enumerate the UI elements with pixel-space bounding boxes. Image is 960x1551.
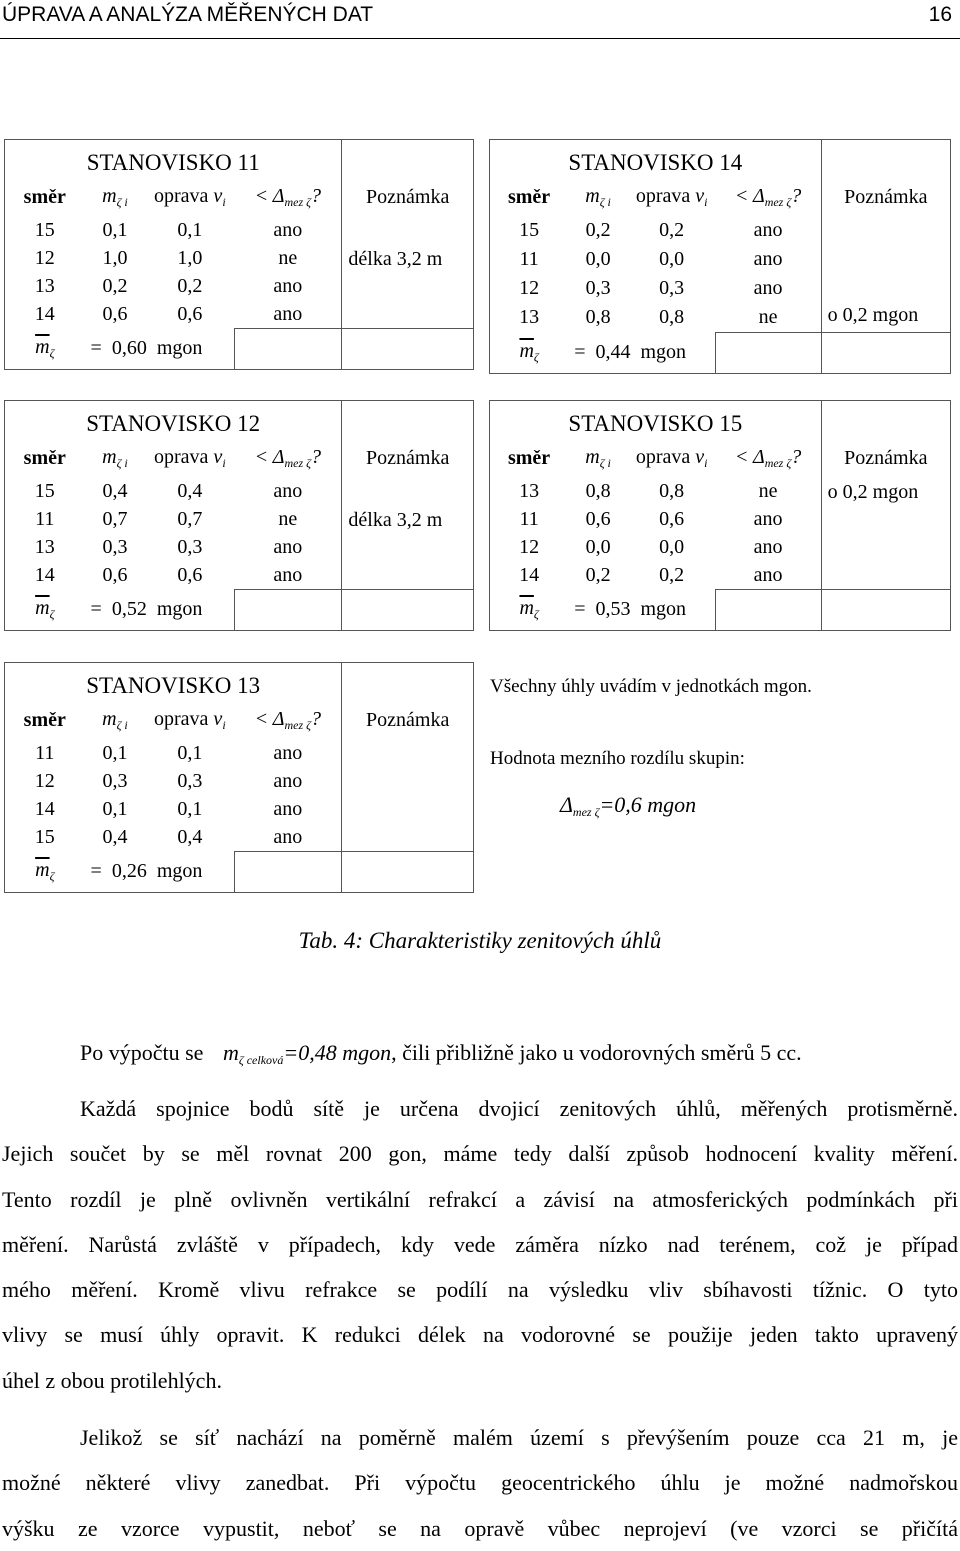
- formula-delta: Δ: [560, 792, 573, 817]
- result-m: m: [222, 1040, 239, 1065]
- formula-sub: mez ζ: [572, 805, 600, 819]
- col-test-sub: mez ζ: [284, 717, 312, 732]
- cell-v: 0,4: [177, 825, 203, 848]
- mean-symbol: $\overline{m}$: [35, 597, 50, 620]
- col-smer: směr: [23, 185, 66, 208]
- cell-v: 0,8: [659, 479, 685, 502]
- cell-m: 0,3: [102, 535, 128, 558]
- cell-ok: ne: [278, 246, 298, 269]
- table-row: [5, 477, 473, 505]
- cell-smer: 11: [519, 507, 539, 530]
- cell-smer: 11: [519, 247, 539, 270]
- cell-smer: 14: [34, 797, 55, 820]
- col-oprava: oprava: [635, 445, 691, 468]
- table-row: [5, 216, 473, 244]
- col-poznamka: Poznámka: [342, 701, 473, 739]
- cell-smer: 15: [34, 218, 55, 241]
- paragraph-line: úhel z obou protilehlých.: [2, 1367, 222, 1393]
- cell-m: 1,0: [102, 246, 128, 269]
- col-test: < Δ: [734, 445, 765, 468]
- paragraph-line: výšku ze vzorce vypustit, neboť se na opravě vůbec neprojeví (ve vzorci se přičítá: [2, 1515, 958, 1541]
- col-v-sub: i: [704, 194, 708, 209]
- mean-row: [5, 329, 473, 370]
- mean-sub: ζ: [49, 346, 55, 361]
- page-header: [0, 0, 960, 39]
- paragraph-result: [2, 1030, 958, 1083]
- col-m-sub: ζ i: [116, 717, 128, 732]
- station-title: STANOVISKO 13: [86, 673, 261, 698]
- cell-smer: 15: [34, 479, 55, 502]
- station-table: [4, 662, 474, 893]
- mean-eq: =: [574, 598, 586, 621]
- cell-m: 0,2: [585, 218, 611, 241]
- cell-smer: 11: [35, 741, 55, 764]
- station-table: [4, 400, 474, 631]
- mean-unit: mgon: [156, 860, 203, 883]
- cell-ok: ano: [273, 302, 303, 325]
- mean-unit: mgon: [640, 341, 687, 364]
- cell-ok: ano: [753, 247, 783, 270]
- col-poznamka: Poznámka: [821, 439, 950, 477]
- col-test: < Δ: [254, 184, 285, 207]
- station-table: [4, 139, 474, 370]
- paragraph-line: Jejich součet by se měl rovnat 200 gon, máme tedy další způsob hodnocení kvality měření.: [2, 1141, 958, 1167]
- cell-smer: 14: [34, 563, 55, 586]
- col-v: v: [213, 184, 223, 207]
- cell-smer: 13: [519, 479, 540, 502]
- cell-v: 0,1: [177, 797, 203, 820]
- col-test: < Δ: [254, 707, 285, 730]
- cell-ok: ne: [758, 479, 778, 502]
- cell-smer: 13: [34, 274, 55, 297]
- col-oprava: oprava: [154, 184, 209, 207]
- col-oprava: oprava: [154, 707, 209, 730]
- mean-value: 0,53: [595, 598, 631, 621]
- col-v: v: [695, 184, 705, 207]
- cell-v: 0,0: [659, 535, 685, 558]
- result-after: , čili přibližně jako u vodorovných směrů 5 cc.: [391, 1040, 802, 1065]
- col-v-sub: i: [222, 194, 226, 209]
- mean-symbol: $\overline{m}$: [519, 340, 534, 363]
- col-m: m: [102, 445, 117, 468]
- col-smer: směr: [507, 185, 551, 208]
- cell-v: 0,2: [659, 563, 685, 586]
- cell-m: 0,3: [585, 276, 611, 299]
- cell-ok: ano: [273, 274, 303, 297]
- mean-eq: =: [90, 598, 102, 621]
- col-v: v: [213, 445, 223, 468]
- cell-v: 0,3: [659, 276, 685, 299]
- table-row: [490, 477, 950, 505]
- col-m: m: [102, 707, 117, 730]
- cell-smer: 12: [519, 276, 540, 299]
- paragraph-line: Tento rozdíl je plně ovlivněn vertikální refrakcí a závisí na atmosferických podmínkách při: [2, 1186, 958, 1212]
- col-v-sub: i: [222, 717, 226, 732]
- col-m-sub: ζ i: [599, 455, 611, 470]
- cell-v: 0,6: [177, 563, 203, 586]
- cell-note: [342, 739, 473, 852]
- units-note: Všechny úhly uvádím v jednotkách mgon.: [490, 676, 812, 697]
- cell-m: 0,2: [102, 274, 128, 297]
- cell-ok: ano: [273, 218, 303, 241]
- mean-value: 0,44: [595, 341, 631, 364]
- mean-value: 0,60: [111, 337, 147, 360]
- paragraph-line: měření. Narůstá zvláště v případech, kdy vede záměra nízko nad terénem, což je případ: [2, 1231, 958, 1257]
- cell-m: 0,6: [102, 302, 128, 325]
- col-v-sub: i: [222, 455, 226, 470]
- table-row: [5, 739, 473, 767]
- mean-unit: mgon: [640, 598, 687, 621]
- station-table: [489, 139, 951, 374]
- mean-unit: mgon: [156, 337, 203, 360]
- station-title: STANOVISKO 11: [86, 150, 260, 175]
- table-row: [490, 216, 950, 245]
- paragraph-line: možné některé vlivy zanedbat. Při výpočtu geocentrického úhlu je možné nadmořskou: [2, 1470, 958, 1496]
- col-m-sub: ζ i: [599, 194, 611, 209]
- paragraph-neglect: [2, 1415, 958, 1551]
- cell-m: 0,0: [585, 535, 611, 558]
- col-test-end: ?: [311, 184, 322, 207]
- cell-m: 0,2: [585, 563, 611, 586]
- cell-smer: 14: [34, 302, 55, 325]
- paragraph-line: Jelikož se síť nachází na poměrně malém území s převýšením pouze cca 21 m, je: [80, 1425, 958, 1450]
- cell-v: 0,6: [659, 507, 685, 530]
- mean-row: [490, 333, 950, 374]
- mean-eq: =: [90, 337, 102, 360]
- col-test: < Δ: [734, 184, 765, 207]
- col-poznamka: Poznámka: [821, 178, 950, 216]
- cell-m: 0,8: [585, 479, 611, 502]
- paragraph-refraction: [2, 1086, 958, 1403]
- cell-m: 0,1: [102, 741, 128, 764]
- cell-ok: ano: [273, 769, 303, 792]
- col-smer: směr: [23, 446, 66, 469]
- cell-m: 0,7: [102, 507, 128, 530]
- mean-sub: ζ: [49, 869, 55, 884]
- result-value: =0,48 mgon: [283, 1040, 392, 1065]
- cell-ok: ano: [273, 535, 303, 558]
- col-poznamka: Poznámka: [342, 439, 473, 477]
- limit-label: Hodnota mezního rozdílu skupin:: [490, 748, 745, 769]
- col-poznamka: Poznámka: [342, 178, 473, 216]
- cell-v: 0,3: [177, 535, 203, 558]
- cell-smer: 12: [34, 769, 55, 792]
- limit-formula: [560, 792, 696, 820]
- col-m-sub: ζ i: [116, 194, 128, 209]
- col-oprava: oprava: [154, 445, 209, 468]
- col-m-sub: ζ i: [116, 455, 128, 470]
- cell-note: délka 3,2 m: [342, 477, 473, 590]
- station-title: STANOVISKO 15: [568, 411, 743, 436]
- col-v: v: [695, 445, 705, 468]
- paragraph-line: mého měření. Kromě vlivu refrakce se podílí na výsledku vliv sbíhavosti tížnic. O tyto: [2, 1277, 958, 1303]
- cell-smer: 12: [519, 535, 540, 558]
- cell-smer: 14: [519, 563, 540, 586]
- cell-smer: 13: [34, 535, 55, 558]
- table-caption: Tab. 4: Charakteristiky zenitových úhlů: [298, 928, 662, 953]
- cell-smer: 11: [35, 507, 55, 530]
- cell-m: 0,4: [102, 825, 128, 848]
- mean-eq: =: [90, 860, 102, 883]
- mean-symbol: $\overline{m}$: [35, 859, 50, 882]
- cell-m: 0,4: [102, 479, 128, 502]
- header-title: ÚPRAVA A ANALÝZA MĚŘENÝCH DAT: [2, 3, 374, 26]
- col-test-sub: mez ζ: [284, 194, 312, 209]
- cell-ok: ano: [273, 479, 303, 502]
- mean-eq: =: [574, 341, 586, 364]
- station-table: [489, 400, 951, 631]
- cell-v: 1,0: [177, 246, 203, 269]
- cell-ok: ano: [753, 276, 783, 299]
- cell-v: 0,0: [659, 247, 685, 270]
- formula-value: =0,6 mgon: [599, 792, 697, 817]
- col-test-end: ?: [791, 184, 802, 207]
- result-before: Po výpočtu se: [80, 1040, 204, 1065]
- col-m: m: [585, 445, 600, 468]
- col-test-sub: mez ζ: [764, 455, 792, 470]
- col-oprava: oprava: [635, 184, 691, 207]
- cell-m: 0,6: [102, 563, 128, 586]
- cell-ok: ano: [273, 797, 303, 820]
- cell-v: 0,8: [659, 306, 685, 329]
- mean-sub: ζ: [533, 350, 539, 365]
- col-v: v: [213, 707, 223, 730]
- mean-unit: mgon: [156, 598, 203, 621]
- cell-ok: ano: [273, 741, 303, 764]
- cell-smer: 15: [519, 218, 540, 241]
- station-title: STANOVISKO 12: [86, 411, 261, 436]
- cell-v: 0,1: [177, 741, 203, 764]
- cell-smer: 12: [34, 246, 55, 269]
- cell-m: 0,6: [585, 507, 611, 530]
- col-test-end: ?: [311, 707, 322, 730]
- cell-v: 0,4: [177, 479, 203, 502]
- cell-v: 0,2: [659, 218, 685, 241]
- cell-m: 0,1: [102, 218, 128, 241]
- cell-v: 0,7: [177, 507, 203, 530]
- mean-symbol: $\overline{m}$: [519, 597, 534, 620]
- mean-sub: ζ: [533, 607, 539, 622]
- cell-v: 0,1: [177, 218, 203, 241]
- cell-v: 0,2: [177, 274, 203, 297]
- cell-v: 0,6: [177, 302, 203, 325]
- cell-v: 0,3: [177, 769, 203, 792]
- mean-row: [490, 590, 950, 631]
- cell-m: 0,8: [585, 306, 611, 329]
- page-number: 16: [928, 3, 952, 26]
- mean-row: [5, 590, 473, 631]
- cell-ok: ano: [273, 825, 303, 848]
- mean-value: 0,52: [111, 598, 147, 621]
- cell-note: o 0,2 mgon: [821, 477, 950, 590]
- mean-symbol: $\overline{m}$: [35, 336, 50, 359]
- col-test-end: ?: [791, 445, 802, 468]
- cell-smer: 13: [519, 306, 540, 329]
- paragraph-line: Každá spojnice bodů sítě je určena dvojicí zenitových úhlů, měřených protisměrně.: [80, 1096, 958, 1121]
- cell-note: délka 3,2 m: [342, 216, 473, 329]
- col-test-end: ?: [311, 445, 322, 468]
- paragraph-result-line: [2, 1030, 958, 1083]
- cell-note: o 0,2 mgon: [821, 216, 950, 333]
- cell-m: 0,0: [585, 247, 611, 270]
- col-test-sub: mez ζ: [284, 455, 312, 470]
- col-smer: směr: [507, 446, 551, 469]
- cell-ok: ne: [278, 507, 298, 530]
- cell-m: 0,3: [102, 769, 128, 792]
- cell-ok: ano: [753, 218, 783, 241]
- station-title: STANOVISKO 14: [568, 150, 743, 175]
- result-m-sub: ζ celková: [238, 1053, 284, 1067]
- col-test-sub: mez ζ: [764, 194, 792, 209]
- cell-ok: ano: [753, 507, 783, 530]
- cell-m: 0,1: [102, 797, 128, 820]
- col-test: < Δ: [254, 445, 285, 468]
- cell-ok: ne: [758, 305, 778, 328]
- col-smer: směr: [23, 708, 66, 731]
- cell-smer: 15: [34, 825, 55, 848]
- cell-ok: ano: [753, 563, 783, 586]
- mean-sub: ζ: [49, 607, 55, 622]
- paragraph-line: vlivy se musí úhly opravit. K redukci délek na vodorovné se použije jeden takto upravený: [2, 1322, 958, 1348]
- cell-ok: ano: [753, 535, 783, 558]
- cell-ok: ano: [273, 563, 303, 586]
- mean-value: 0,26: [111, 860, 147, 883]
- col-m: m: [102, 184, 117, 207]
- col-m: m: [585, 184, 600, 207]
- col-v-sub: i: [704, 455, 708, 470]
- mean-row: [5, 852, 473, 893]
